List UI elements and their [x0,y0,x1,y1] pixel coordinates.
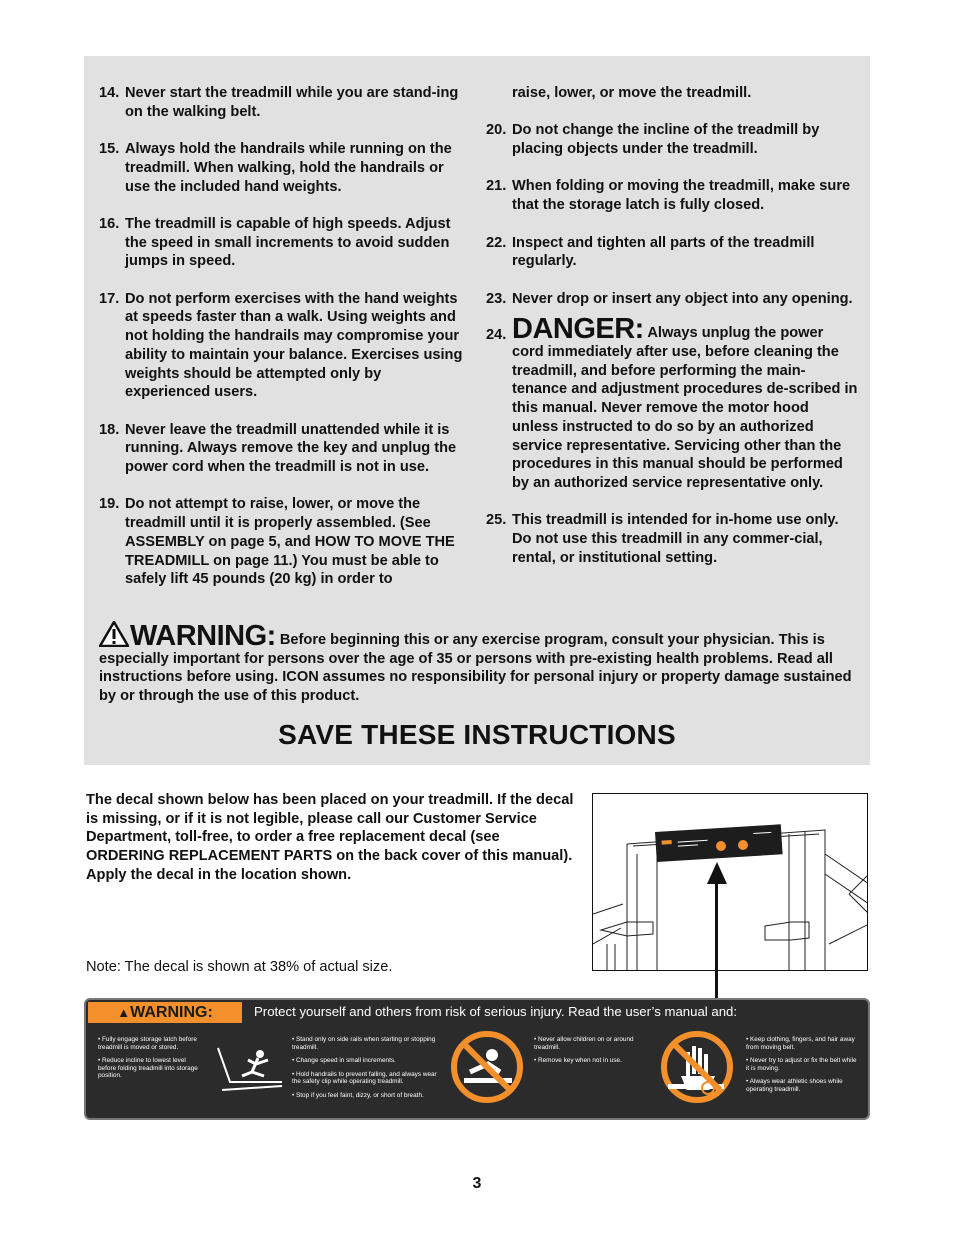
decal-column-3 [534,1036,634,1071]
list-item: 14. Never start the treadmill while you are stand-ing on the walking belt. [99,85,459,120]
decal-bullet: • Never allow children on or around treadmill. [534,1036,634,1051]
list-item: 16. The treadmill is capable of high speeds. Adjust the speed in small increments to avoid sudden jumps in speed. [99,215,451,270]
warning-text: Before beginning this or any exercise program, consult your physician. This is especially important for persons over the age of 35 or persons with pre-existing health problems. Read all instructions before using. ICON assumes no responsibility for personal injury or property damage sustained by or through the use of this product. [99,632,852,705]
treadmill-illustration [592,793,868,971]
warning-triangle-icon [99,621,129,647]
list-item: 23. Never drop or insert any object into any opening. [486,290,853,307]
list-item: 15. Always hold the handrails while running on the treadmill. When walking, hold the handrails or use the included hand weights. [99,141,452,195]
list-item: 25. This treadmill is intended for in-home use only. Do not use this treadmill in any commer-cial, rental, or institutional setting. [486,512,839,566]
no-hands-near-belt-icon [658,1028,736,1106]
decal-bullet: • Remove key when not in use. [534,1057,622,1064]
decal-paragraph: The decal shown below has been placed on your treadmill. If the decal is missing, or if it is not legible, please call our Customer Service Department, toll-free, to order a free replacement decal (see ORDERING REPLACEMENT PARTS on the back cover of this manual). Apply the decal in the location shown. [86,792,574,883]
left-column [99,84,469,608]
list-item: 19. Do not attempt to raise, lower, or move the treadmill until it is properly assembled. (See ASSEMBLY on page 5, and HOW TO MOVE THE TREADMILL on page 11.) You must be able to safely lift 45 pounds (20 kg) in order to [99,496,455,588]
decal-bullet: • Change speed in small increments. [292,1057,396,1064]
decal-bullet: • Keep clothing, fingers, and hair away from moving belt. [746,1036,855,1051]
danger-heading: DANGER: [512,313,644,346]
decal-bullet: • Reduce incline to lowest level before folding treadmill into storage position. [98,1057,198,1079]
decal-bullet: • Fully engage storage latch before treadmill is moved or stored. [98,1036,197,1051]
list-item: 18. Never leave the treadmill unattended while it is running. Always remove the key and unplug the power cord when the treadmill is not in use. [99,421,457,475]
list-item: 20. Do not change the incline of the treadmill by placing objects under the treadmill. [486,122,820,158]
decal-column-4 [746,1036,861,1099]
danger-item: 24. DANGER: Always unplug the power cord immediately after use, before cleaning the treadmill, and before performing the main-tenance and adjustment procedures de-scribed in this manual. Never remove the motor hood unless instructed to do so by an authorized service representative. Servicing other than the procedures in this manual should be performed by an authorized service representative only. [486,313,858,491]
decal-warning-badge: ▲WARNING: [88,1002,242,1023]
list-item-continuation: raise, lower, or move the treadmill. [512,85,752,101]
location-arrowhead-icon [707,862,727,884]
decal-bullet: • Hold handrails to prevent falling, and always wear the safety clip while operating treadmill. [292,1070,437,1085]
decal-bullet: • Stand only on side rails when starting or stopping treadmill. [292,1036,436,1051]
save-instructions-title: SAVE THESE INSTRUCTIONS [278,719,676,750]
decal-note: Note: The decal is shown at 38% of actual size. [86,959,393,975]
location-arrow [715,880,718,1002]
warning-decal [84,998,870,1120]
warning-block [99,621,859,706]
decal-column-1 [98,1036,198,1086]
decal-bullet: • Never try to adjust or fix the belt while it is moving. [746,1057,857,1072]
decal-headline: Protect yourself and others from risk of serious injury. Read the user’s manual and: [254,1004,738,1019]
list-item: 22. Inspect and tighten all parts of the treadmill regularly. [486,234,815,270]
right-column [486,84,858,586]
treadmill-console-drawing [593,794,868,971]
decal-column-2 [292,1036,437,1105]
decal-bullet: • Stop if you feel faint, dizzy, or short of breath. [292,1091,424,1099]
warning-heading: WARNING: [130,620,276,652]
decal-bullet: • Always wear athletic shoes while operating treadmill. [746,1078,843,1093]
decal-warning-triangle-icon: ▲ [117,1005,131,1020]
no-children-icon [448,1028,526,1106]
page-number: 3 [472,1175,482,1192]
treadmill-fall-icon [212,1042,284,1092]
list-item: 17. Do not perform exercises with the hand weights at speeds faster than a walk. Using weights and not holding the handrails may compromise your ability to maintain your balance. Exercises using weights should be attempted only by experienced users. [99,290,463,401]
list-item: 21. When folding or moving the treadmill, make sure that the storage latch is fully closed. [486,178,851,214]
